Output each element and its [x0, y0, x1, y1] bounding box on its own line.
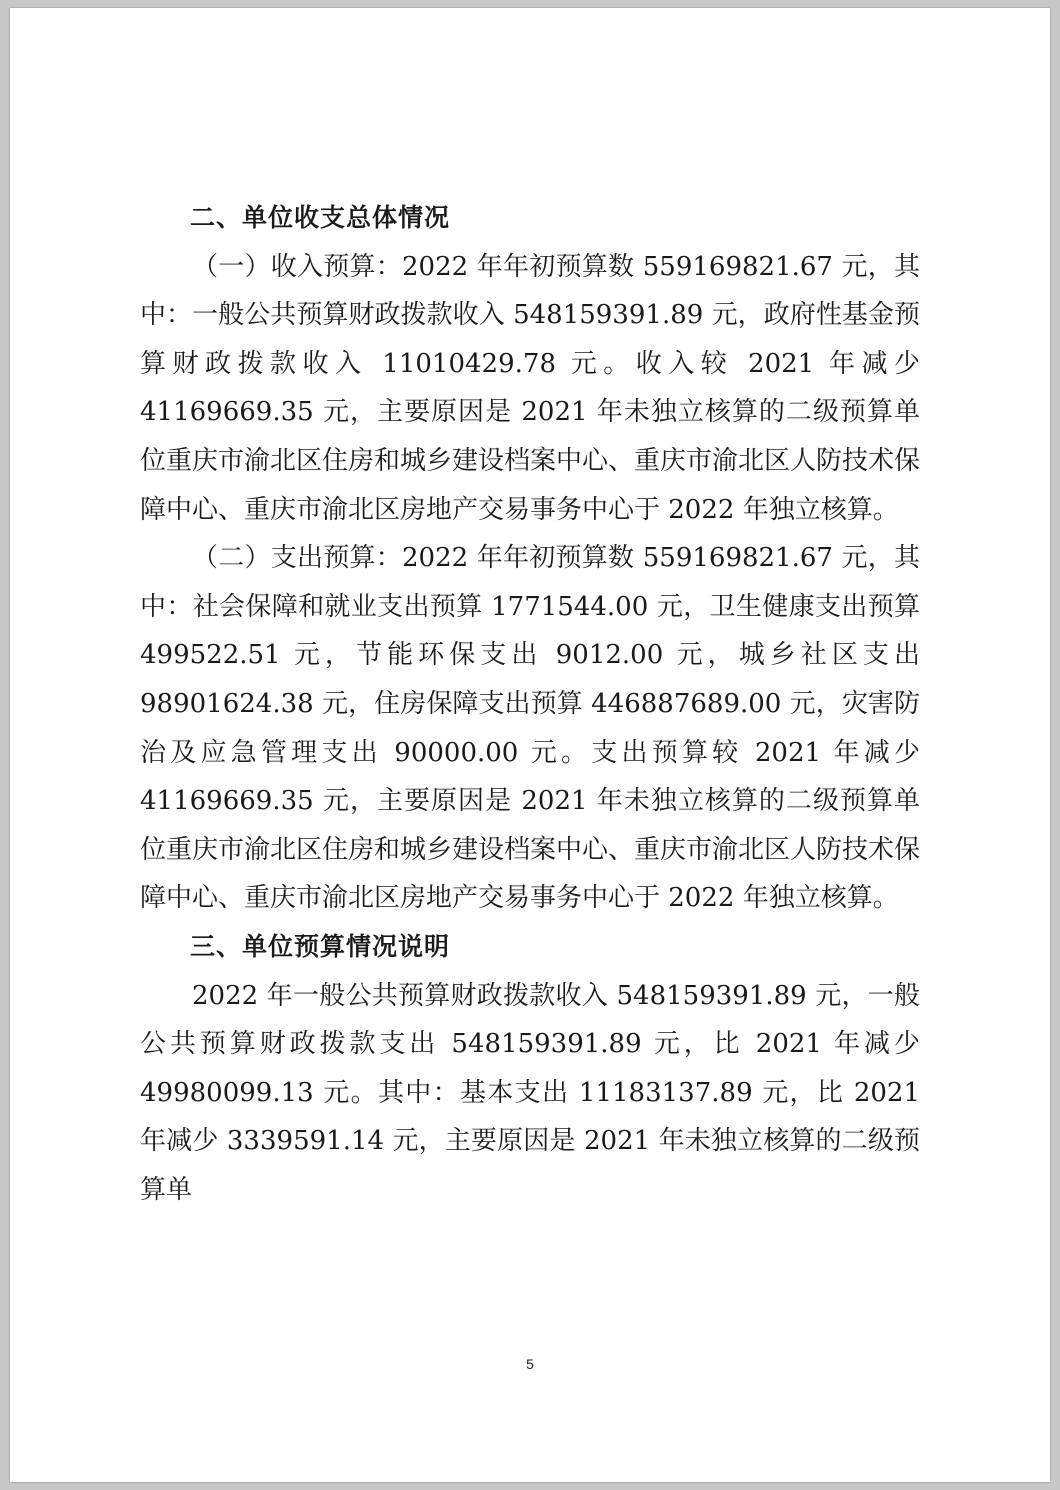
budget-explanation-paragraph: 2022 年一般公共预算财政拨款收入 548159391.89 元，一般公共预算财政拨款支出 548159391.89 元，比 2021 年减少 49980099.13 元。其中：基本支出 11183137.89 元，比 2021 年减少 3339591.14 元，主要原因是 2021 年未独立核算的二级预算单 — [140, 980, 920, 1205]
income-budget-paragraph: （一）收入预算：2022 年年初预算数 559169821.67 元，其中：一般公共预算财政拨款收入 548159391.89 元，政府性基金预算财政拨款收入 11010429.78 元。收入较 2021 年减少 41169669.35 元，主要原因是 2021 年未独立核算的二级预算单位重庆市渝北区住房和城乡建设档案中心、重庆市渝北区人防技术保障中心、重庆市渝北区房地产交易事务中心于 2022 年独立核算。 — [140, 251, 921, 525]
section-two-heading: 二、单位收支总体情况 — [190, 203, 451, 232]
document-body — [140, 194, 920, 1214]
section-three-heading: 三、单位预算情况说明 — [190, 931, 451, 961]
expense-budget-paragraph: （二）支出预算：2022 年年初预算数 559169821.67 元，其中：社会保障和就业支出预算 1771544.00 元，卫生健康支出预算 499522.51 元，节能环保支出 9012.00 元，城乡社区支出 98901624.38 元，住房保障支出预算 446887689.00 元，灾害防治及应急管理支出 90000.00 元。支出预算较 2021 年减少 41169669.35 元，主要原因是 2021 年未独立核算的二级预算单位重庆市渝北区住房和城乡建设档案中心、重庆市渝北区人防技术保障中心、重庆市渝北区房地产交易事务中心于 2022 年独立核算。 — [140, 543, 921, 914]
page-number: 5 — [526, 1356, 534, 1372]
